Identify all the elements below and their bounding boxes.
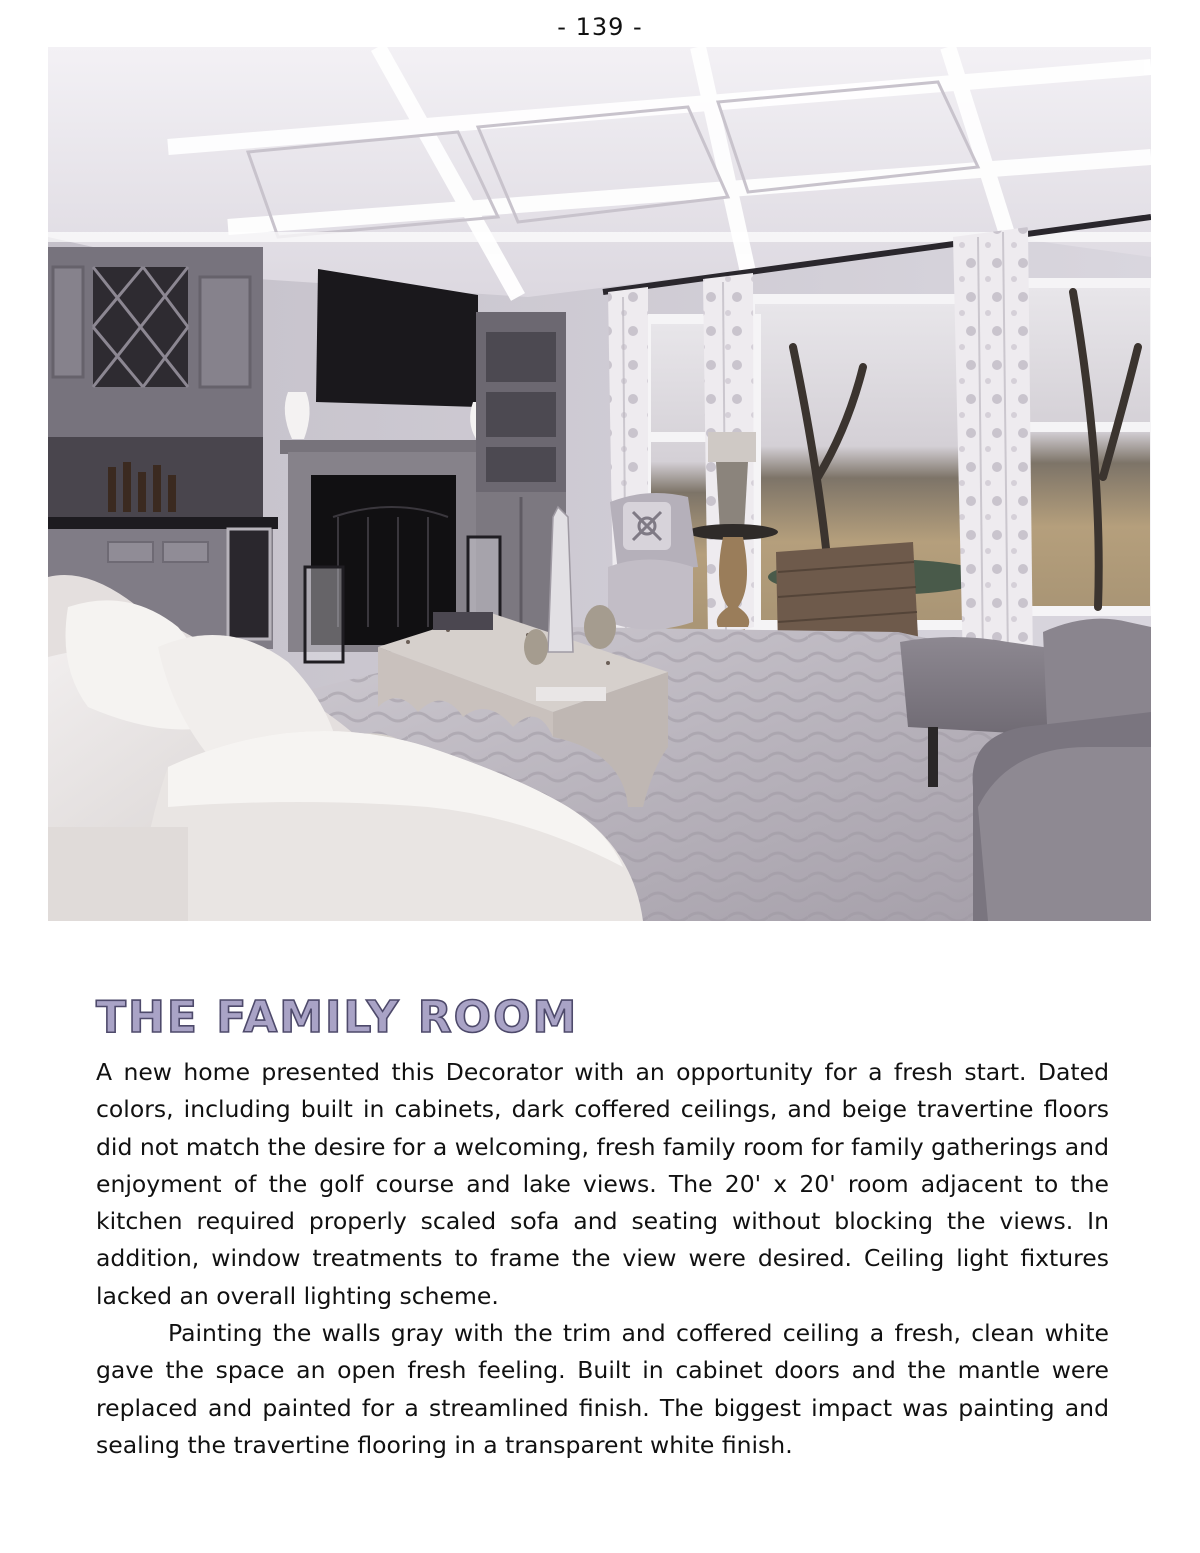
family-room-photo xyxy=(48,47,1151,921)
section-heading: THE FAMILY ROOM xyxy=(96,992,579,1043)
paragraph: A new home presented this Decorator with an opportunity for a fresh start. Dated colors, including built in cabinets, dark coffered ceilings, and beige travertine floors did not match the desire for a welcoming, fresh family room for family gatherings and enjoyment of the golf course and lake views. The 20' x 20' room adjacent to the kitchen required properly scaled sofa and seating without blocking the views. In addition, window treatments to frame the view were desired. Ceiling light fixtures lacked an overall lighting scheme. xyxy=(96,1058,1109,1310)
page-number: - 139 - xyxy=(557,13,643,41)
article-body xyxy=(96,1054,1109,1464)
paragraph: Painting the walls gray with the trim and coffered ceiling a fresh, clean white gave the space an open fresh feeling. Built in cabinet doors and the mantle were replaced and painted for a streamlined finish. The biggest impact was painting and sealing the travertine flooring in a transparent white finish. xyxy=(96,1319,1109,1459)
family-room-illustration xyxy=(48,47,1151,921)
